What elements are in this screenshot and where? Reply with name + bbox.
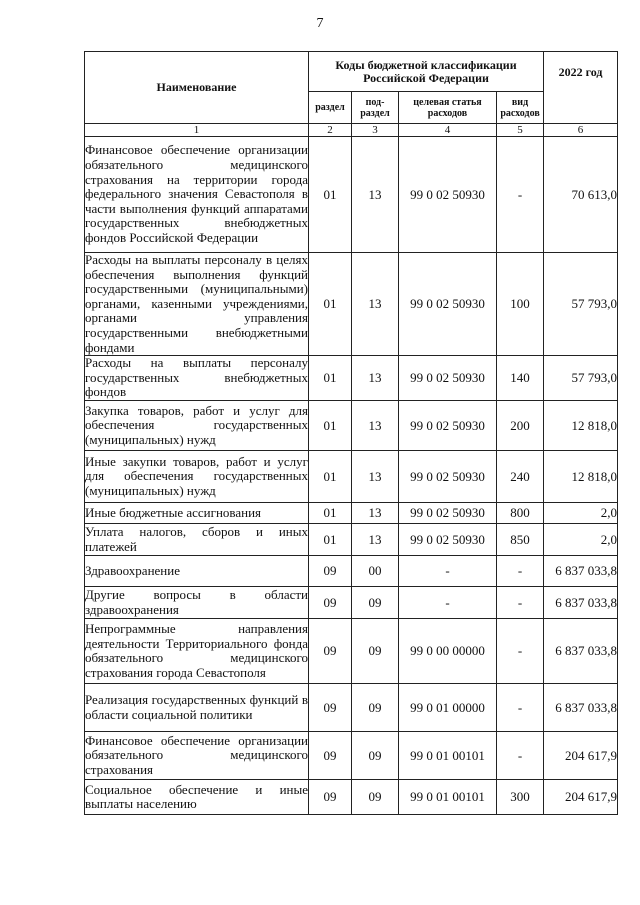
row-razdel: 01 (309, 253, 352, 356)
row-target: 99 0 02 50930 (399, 503, 497, 524)
row-name: Здравоохранение (85, 556, 309, 587)
row-razdel: 09 (309, 587, 352, 619)
row-vid: 800 (497, 503, 544, 524)
row-vid: 140 (497, 356, 544, 401)
row-target: 99 0 02 50930 (399, 401, 497, 451)
row-target: 99 0 00 00000 (399, 619, 497, 684)
table-row (85, 780, 618, 815)
row-amount: 12 818,0 (544, 451, 618, 503)
col-number: 1 (85, 124, 309, 137)
header-year: 2022 год (544, 52, 618, 124)
row-amount: 2,0 (544, 503, 618, 524)
col-number: 6 (544, 124, 618, 137)
row-podrazdel: 09 (352, 684, 399, 732)
row-vid: - (497, 587, 544, 619)
row-podrazdel: 13 (352, 356, 399, 401)
row-podrazdel: 09 (352, 780, 399, 815)
row-target: 99 0 01 00000 (399, 684, 497, 732)
row-razdel: 01 (309, 503, 352, 524)
header-codes-group: Коды бюджетной классификации Российской Федерации (309, 52, 544, 92)
row-vid: 240 (497, 451, 544, 503)
row-amount: 204 617,9 (544, 732, 618, 780)
table-row (85, 503, 618, 524)
row-name: Другие вопросы в области здравоохранения (85, 587, 308, 617)
row-vid: 850 (497, 524, 544, 556)
table-row (85, 137, 618, 253)
row-amount: 70 613,0 (544, 137, 618, 253)
row-razdel: 01 (309, 451, 352, 503)
row-vid: 300 (497, 780, 544, 815)
header-podrazdel: под-раздел (352, 92, 399, 124)
header-target: целевая статья расходов (399, 92, 497, 124)
budget-table (84, 51, 618, 815)
row-vid: 200 (497, 401, 544, 451)
table-row (85, 684, 618, 732)
row-amount: 57 793,0 (544, 356, 618, 401)
page-number: 7 (316, 16, 324, 31)
row-vid: - (497, 137, 544, 253)
row-vid: - (497, 732, 544, 780)
table-row (85, 401, 618, 451)
row-target: - (399, 556, 497, 587)
row-name: Закупка товаров, работ и услуг для обеспечения государственных (муниципальных) нужд (85, 401, 309, 451)
row-amount: 6 837 033,8 (544, 684, 618, 732)
col-number: 3 (352, 124, 399, 137)
table-row (85, 451, 618, 503)
row-podrazdel: 13 (352, 401, 399, 451)
table-row (85, 253, 618, 356)
row-razdel: 01 (309, 401, 352, 451)
row-amount: 6 837 033,8 (544, 619, 618, 684)
row-amount: 12 818,0 (544, 401, 618, 451)
row-name: Иные бюджетные ассигнования (85, 503, 309, 524)
row-razdel: 01 (309, 524, 352, 556)
row-target: 99 0 02 50930 (399, 356, 497, 401)
row-amount: 6 837 033,8 (544, 587, 618, 619)
row-podrazdel: 13 (352, 253, 399, 356)
row-podrazdel: 13 (352, 524, 399, 556)
row-podrazdel: 13 (352, 451, 399, 503)
row-podrazdel: 09 (352, 732, 399, 780)
row-razdel: 01 (309, 356, 352, 401)
row-name: Уплата налогов, сборов и иных платежей (85, 524, 308, 554)
row-target: 99 0 02 50930 (399, 253, 497, 356)
row-name: Расходы на выплаты персоналу в целях обеспечения выполнения функций государственными (муниципальными) органами, казенными учреждениями, органами управления государственными внебюджетными фондами (85, 252, 308, 355)
row-target: 99 0 02 50930 (399, 451, 497, 503)
row-razdel: 09 (309, 684, 352, 732)
col-number: 4 (399, 124, 497, 137)
row-target: 99 0 01 00101 (399, 780, 497, 815)
row-amount: 57 793,0 (544, 253, 618, 356)
col-number: 2 (309, 124, 352, 137)
row-name: Социальное обеспечение и иные выплаты населению (85, 780, 309, 815)
row-amount: 6 837 033,8 (544, 556, 618, 587)
column-number-row (85, 124, 618, 137)
row-name: Реализация государственных функций в области социальной политики (85, 684, 309, 732)
row-vid: - (497, 556, 544, 587)
row-target: 99 0 02 50930 (399, 524, 497, 556)
row-podrazdel: 13 (352, 503, 399, 524)
row-name: Финансовое обеспечение организации обязательного медицинского страхования (85, 732, 309, 780)
row-name: Непрограммные направления деятельности Территориального фонда обязательного медицинского страхования города Севастополя (85, 619, 309, 684)
row-target: - (399, 587, 497, 619)
row-name: Расходы на выплаты персоналу государственных внебюджетных фондов (85, 355, 308, 400)
table-row (85, 587, 618, 619)
row-razdel: 09 (309, 619, 352, 684)
row-amount: 204 617,9 (544, 780, 618, 815)
row-vid: - (497, 619, 544, 684)
row-amount: 2,0 (544, 524, 618, 556)
row-podrazdel: 13 (352, 137, 399, 253)
col-number: 5 (497, 124, 544, 137)
row-podrazdel: 09 (352, 619, 399, 684)
table-row (85, 524, 618, 556)
row-vid: - (497, 684, 544, 732)
row-target: 99 0 01 00101 (399, 732, 497, 780)
row-razdel: 09 (309, 780, 352, 815)
row-podrazdel: 00 (352, 556, 399, 587)
table-row (85, 732, 618, 780)
header-razdel: раздел (309, 92, 352, 124)
table-row (85, 356, 618, 401)
row-podrazdel: 09 (352, 587, 399, 619)
row-razdel: 09 (309, 732, 352, 780)
table-row (85, 619, 618, 684)
row-name: Финансовое обеспечение организации обязательного медицинского страхования на территории города федерального значения Севастополя в части выполнения функций аппаратами государственных внебюджетных фондов Российской Федерации (85, 137, 309, 253)
row-razdel: 09 (309, 556, 352, 587)
row-target: 99 0 02 50930 (399, 137, 497, 253)
header-name: Наименование (85, 52, 309, 124)
table-row (85, 556, 618, 587)
row-vid: 100 (497, 253, 544, 356)
row-name: Иные закупки товаров, работ и услуг для обеспечения государственных (муниципальных) нужд (85, 451, 309, 503)
header-vid: вид расходов (497, 92, 544, 124)
row-razdel: 01 (309, 137, 352, 253)
